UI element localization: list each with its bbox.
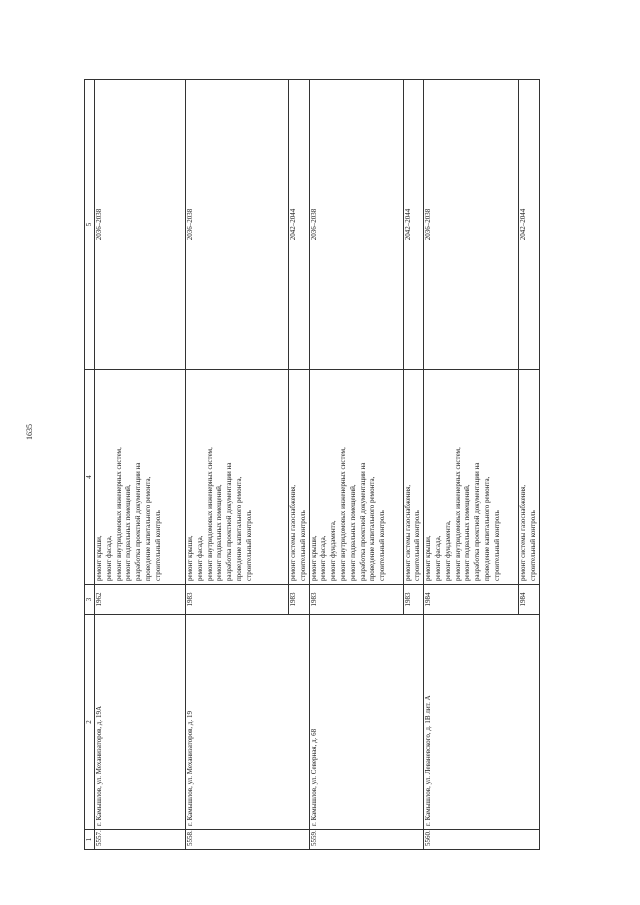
- works-cell: [309, 370, 403, 585]
- column-header-5: 5: [85, 80, 95, 370]
- works-cell: [424, 370, 519, 585]
- work-line: строительный контроль: [153, 510, 162, 581]
- work-line: ремонт внутридомовых инженерных систем,: [205, 447, 214, 581]
- period-cell: 2042–2044: [519, 80, 540, 370]
- work-line: разработка проектной документации на: [134, 462, 143, 581]
- works-cell: [289, 370, 310, 585]
- work-line: ремонт фасада,: [319, 535, 328, 581]
- work-line: строительный контроль: [378, 510, 387, 581]
- table-row: [186, 80, 289, 850]
- table-row: [424, 80, 519, 850]
- work-line: ремонт подвальных помещений,: [348, 484, 357, 581]
- row-number: 5560.: [424, 830, 540, 850]
- rotated-table-container: [84, 80, 554, 850]
- work-line: ремонт подвальных помещений,: [124, 484, 133, 581]
- work-line: ремонт крыши,: [309, 535, 318, 581]
- column-header-4: 4: [85, 370, 95, 585]
- period-cell: 2042–2044: [289, 80, 310, 370]
- table-row: [95, 80, 186, 850]
- work-line: строительный контроль: [413, 510, 422, 581]
- year-cell: 1983: [309, 585, 403, 615]
- year-cell: 1983: [403, 585, 424, 615]
- works-cell: [403, 370, 424, 585]
- column-header-1: 1: [85, 830, 95, 850]
- work-line: строительный контроль: [244, 510, 253, 581]
- column-header-2: 2: [85, 615, 95, 830]
- row-number: 5557.: [95, 830, 186, 850]
- work-line: ремонт фундамента,: [329, 520, 338, 581]
- work-line: ремонт внутридомовых инженерных систем,: [453, 447, 462, 581]
- repair-schedule-table: [84, 79, 540, 850]
- page-number: 1635: [25, 424, 34, 440]
- work-line: ремонт системы газоснабжения,: [519, 484, 528, 581]
- work-line: ремонт внутридомовых инженерных систем,: [338, 447, 347, 581]
- works-cell: [95, 370, 186, 585]
- year-cell: 1984: [519, 585, 540, 615]
- work-line: проведение капитального ремонта,: [234, 476, 243, 581]
- work-line: проведение капитального ремонта,: [368, 476, 377, 581]
- address-cell: г. Камышлов, ул. Механизаторов, д. 19А: [95, 615, 186, 830]
- work-line: строительный контроль: [492, 510, 501, 581]
- work-line: ремонт системы газоснабжения,: [289, 484, 297, 581]
- year-cell: 1962: [95, 585, 186, 615]
- table-row: [309, 80, 403, 850]
- work-line: строительный контроль: [528, 510, 537, 581]
- work-line: ремонт внутридомовых инженерных систем,: [114, 447, 123, 581]
- work-line: проведение капитального ремонта,: [143, 476, 152, 581]
- address-cell: г. Камышлов, ул. Леваневского, д. 1В лит. А: [424, 615, 540, 830]
- period-cell: 2036–2038: [424, 80, 519, 370]
- work-line: проведение капитального ремонта,: [482, 476, 491, 581]
- column-header-3: 3: [85, 585, 95, 615]
- work-line: разработка проектной документации на: [358, 462, 367, 581]
- work-line: разработка проектной документации на: [225, 462, 234, 581]
- work-line: ремонт крыши,: [95, 535, 103, 581]
- work-line: ремонт фасада,: [433, 535, 442, 581]
- work-line: ремонт крыши,: [186, 535, 194, 581]
- work-line: ремонт подвальных помещений,: [215, 484, 224, 581]
- work-line: ремонт крыши,: [424, 535, 433, 581]
- work-line: ремонт фасада,: [104, 535, 113, 581]
- work-line: ремонт подвальных помещений,: [463, 484, 472, 581]
- works-cell: [186, 370, 289, 585]
- address-cell: г. Камышлов, ул. Механизаторов, д. 19: [186, 615, 310, 830]
- year-cell: 1983: [289, 585, 310, 615]
- work-line: строительный контроль: [298, 510, 307, 581]
- row-number: 5559.: [309, 830, 424, 850]
- work-line: разработка проектной документации на: [473, 462, 482, 581]
- work-line: ремонт системы газоснабжения,: [403, 484, 412, 581]
- address-cell: г. Камышлов, ул. Северная, д. 68: [309, 615, 424, 830]
- table-header-row: [85, 80, 95, 850]
- work-line: ремонт фасада,: [195, 535, 204, 581]
- period-cell: 2036–2038: [95, 80, 186, 370]
- works-cell: [519, 370, 540, 585]
- period-cell: 2036–2038: [186, 80, 289, 370]
- year-cell: 1984: [424, 585, 519, 615]
- period-cell: 2042–2044: [403, 80, 424, 370]
- work-line: ремонт фундамента,: [443, 520, 452, 581]
- row-number: 5558.: [186, 830, 310, 850]
- year-cell: 1983: [186, 585, 289, 615]
- period-cell: 2036–2038: [309, 80, 403, 370]
